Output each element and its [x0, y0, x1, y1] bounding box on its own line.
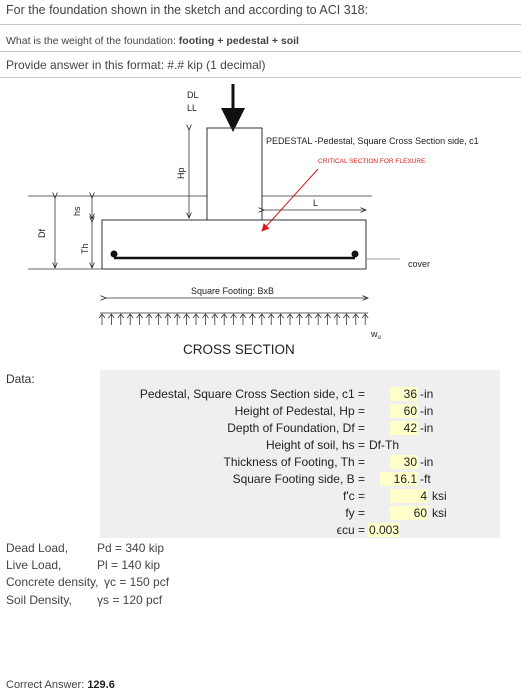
data-value: 36 — [390, 387, 418, 401]
soil-density-value: γs = 120 pcf — [97, 593, 163, 607]
pedestal — [207, 128, 262, 220]
data-header: Data: — [6, 372, 35, 386]
data-label: Height of soil, hs = — [265, 438, 365, 452]
cover-label: cover — [408, 259, 431, 269]
dl-label: DL — [187, 90, 199, 100]
question-line-2-bold: footing + pedestal + soil — [178, 35, 299, 47]
rebar-end-left — [111, 251, 118, 258]
critical-section-arrow — [262, 169, 318, 231]
question-line-1: For the foundation shown in the sketch and according to ACI 318: — [6, 3, 369, 17]
wu-subscript: u — [377, 335, 381, 341]
hp-label: Hp — [176, 167, 186, 179]
rebar-end-right — [352, 251, 359, 258]
data-label: Depth of Foundation, Df = — [227, 421, 365, 435]
hs-label: hs — [72, 206, 82, 216]
critical-section-label: CRITICAL SECTION FOR FLEXURE — [318, 158, 426, 165]
dead-load-label: Dead Load, — [6, 541, 69, 555]
wu-letter: w — [371, 329, 378, 339]
cross-section-title: CROSS SECTION — [183, 342, 295, 357]
data-unit: ksi — [432, 506, 447, 520]
dead-load-value: Pd = 340 kip — [97, 541, 165, 555]
data-unit: ksi — [432, 489, 447, 503]
data-value: 16.1 — [380, 472, 418, 486]
data-value: 42 — [390, 421, 418, 435]
ll-label: LL — [187, 103, 198, 113]
data-label: Height of Pedestal, Hp = — [234, 404, 365, 418]
data-value: 30 — [390, 455, 418, 469]
soil-density-label: Soil Density, — [6, 593, 72, 607]
data-unit: -in — [420, 404, 434, 418]
data-value: Df-Th — [369, 438, 399, 452]
correct-answer-value: 129.6 — [87, 679, 115, 691]
data-value: 0.003 — [369, 523, 400, 537]
question-line-3: Provide answer in this format: #.# kip (1 decimal) — [6, 58, 266, 72]
data-unit: -in — [420, 455, 434, 469]
correct-answer-label: Correct Answer: — [6, 679, 88, 691]
concrete-density-label: Concrete density, — [6, 575, 99, 589]
divider — [0, 51, 521, 52]
th-label: Th — [80, 243, 90, 254]
data-label: ϵcu = — [336, 523, 365, 537]
data-value: 4 — [390, 489, 428, 503]
data-unit: -in — [420, 421, 434, 435]
l-label: L — [313, 198, 319, 208]
data-label: Thickness of Footing, Th = — [223, 455, 365, 469]
data-label: f'c = — [343, 489, 365, 503]
data-label: Square Footing side, B = — [232, 472, 365, 486]
data-table — [100, 370, 500, 538]
df-label: Df — [37, 229, 47, 238]
pedestal-label: PEDESTAL -Pedestal, Square Cross Section side, c1 — [266, 136, 479, 146]
data-unit: -in — [420, 387, 434, 401]
divider — [0, 24, 521, 25]
concrete-density-value: γc = 150 pcf — [104, 575, 170, 589]
foundation-sketch — [0, 78, 521, 368]
data-label: fy = — [345, 506, 365, 520]
data-unit: -ft — [420, 472, 431, 486]
data-value: 60 — [390, 404, 418, 418]
data-label: Pedestal, Square Cross Section side, c1 = — [139, 387, 365, 401]
soil-pressure-arrows — [99, 314, 368, 325]
footing — [102, 220, 366, 269]
footing-label: Square Footing: BxB — [191, 286, 275, 296]
correct-answer — [6, 679, 115, 691]
question-line-2-prefix: What is the weight of the foundation: — [6, 35, 179, 47]
question-line-2 — [6, 35, 299, 47]
data-value: 60 — [390, 506, 428, 520]
live-load-value: Pl = 140 kip — [97, 558, 161, 572]
live-load-label: Live Load, — [6, 558, 62, 572]
wu-label — [370, 329, 381, 341]
